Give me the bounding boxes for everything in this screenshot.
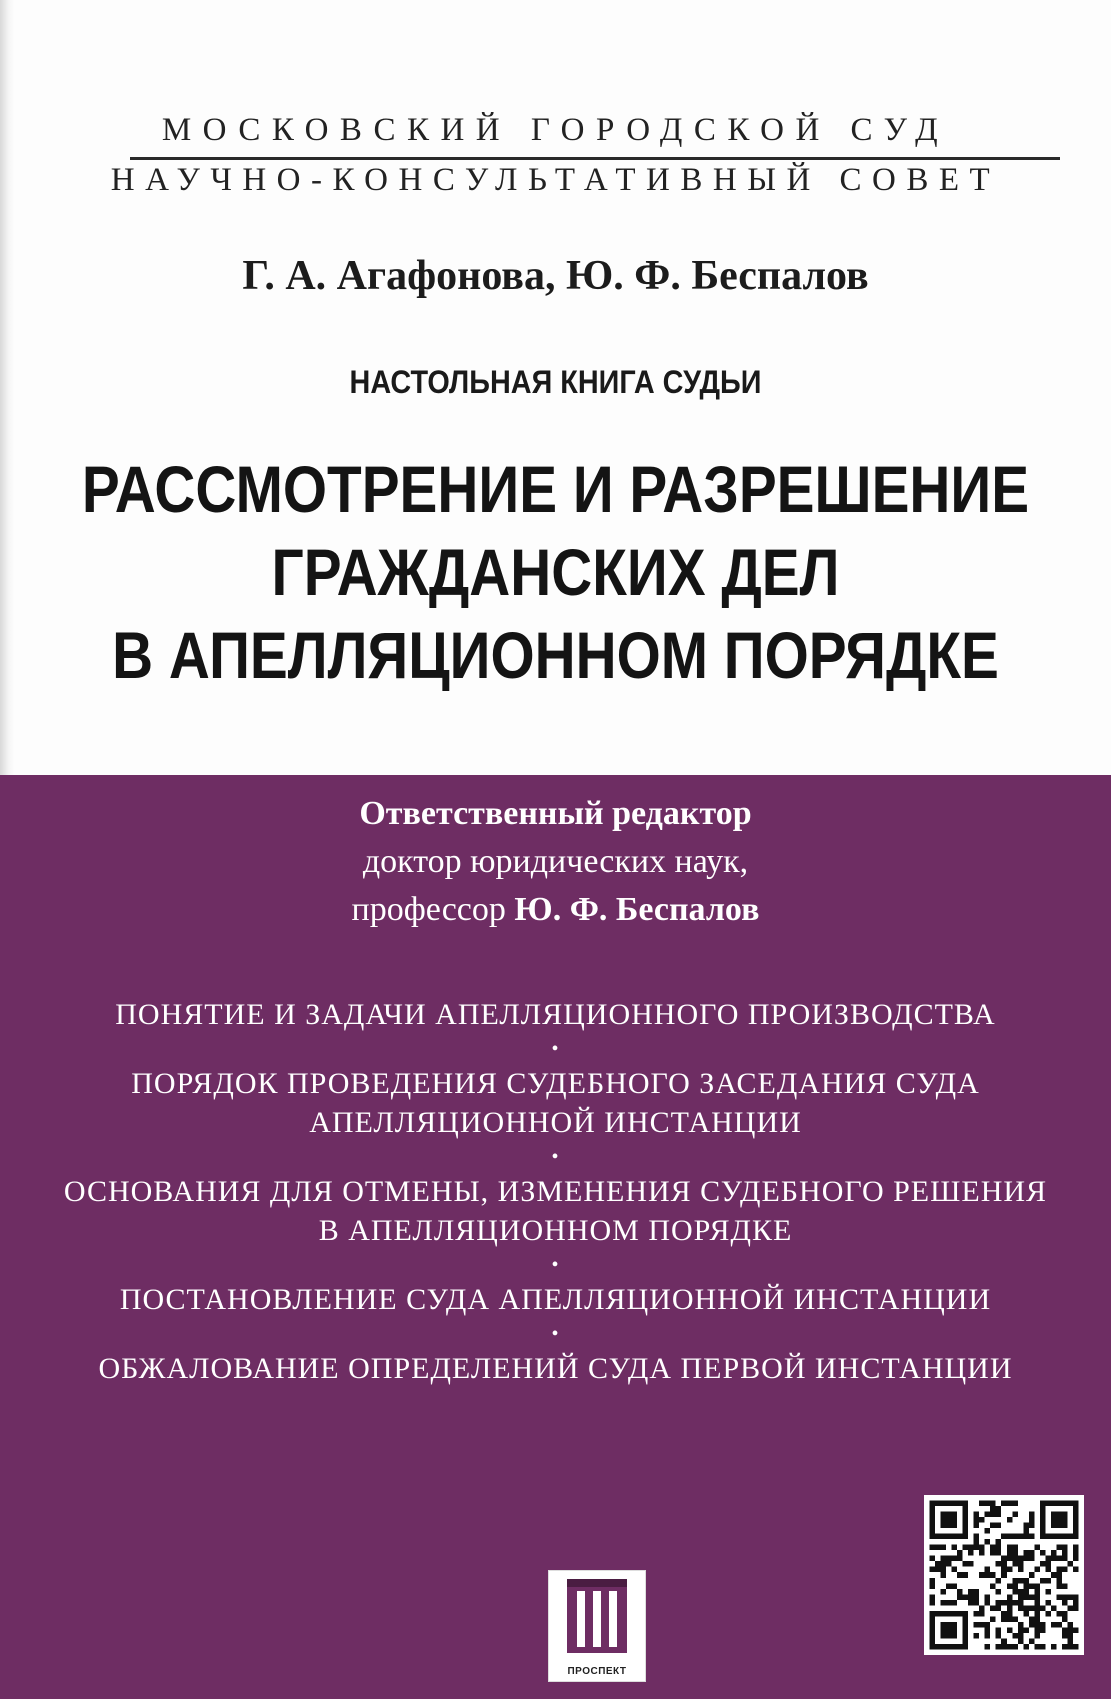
book-title [78,448,1033,697]
header-rule [130,157,1060,160]
series-title: НАСТОЛЬНАЯ КНИГА СУДЬИ [349,364,762,400]
publisher-name: ПРОСПЕКТ [567,1666,627,1677]
topics-list [0,995,1111,1388]
bullet-separator: • [551,1323,560,1345]
publisher-logo [548,1570,646,1682]
topic-item: ПОРЯДОК ПРОВЕДЕНИЯ СУДЕБНОГО ЗАСЕДАНИЯ СУДА [131,1067,980,1100]
publisher-logo-icon [549,1571,645,1661]
topic-item: ОБЖАЛОВАНИЕ ОПРЕДЕЛЕНИЙ СУДА ПЕРВОЙ ИНСТАНЦИИ [98,1352,1013,1385]
editor-name: Ю. Ф. Беспалов [514,891,760,928]
topic-item: В АПЕЛЛЯЦИОННОМ ПОРЯДКЕ [318,1214,793,1247]
council-line: НАУЧНО-КОНСУЛЬТАТИВНЫЙ СОВЕТ [110,162,1001,198]
topic-item: ОСНОВАНИЯ ДЛЯ ОТМЕНЫ, ИЗМЕНЕНИЯ СУДЕБНОГО РЕШЕНИЯ [63,1175,1048,1208]
editor-role: Ответственный редактор [359,795,752,832]
title-line-1: РАССМОТРЕНИЕ И РАЗРЕШЕНИЕ [81,452,1030,526]
editor-degree: доктор юридических наук, [362,843,749,880]
purple-band [0,775,1111,1699]
qr-code-icon [924,1495,1084,1655]
title-line-2: ГРАЖДАНСКИХ ДЕЛ [271,535,840,609]
topic-item: АПЕЛЛЯЦИОННОЙ ИНСТАНЦИИ [309,1106,802,1139]
institution-line: МОСКОВСКИЙ ГОРОДСКОЙ СУД [161,112,950,148]
topic-item: ПОНЯТИЕ И ЗАДАЧИ АПЕЛЛЯЦИОННОГО ПРОИЗВОДСТВА [115,998,996,1031]
bullet-separator: • [551,1146,560,1168]
editor-title-prefix: профессор [351,891,506,928]
editor-line [0,886,1111,934]
qr-code [924,1495,1084,1655]
cover-top-section [0,0,1111,775]
authors: Г. А. Агафонова, Ю. Ф. Беспалов [242,253,869,299]
topic-item: ПОСТАНОВЛЕНИЕ СУДА АПЕЛЛЯЦИОННОЙ ИНСТАНЦИИ [119,1283,992,1316]
bullet-separator: • [551,1254,560,1276]
bullet-separator: • [551,1038,560,1060]
title-line-3: В АПЕЛЛЯЦИОННОМ ПОРЯДКЕ [112,618,999,692]
editor-block [0,790,1111,934]
